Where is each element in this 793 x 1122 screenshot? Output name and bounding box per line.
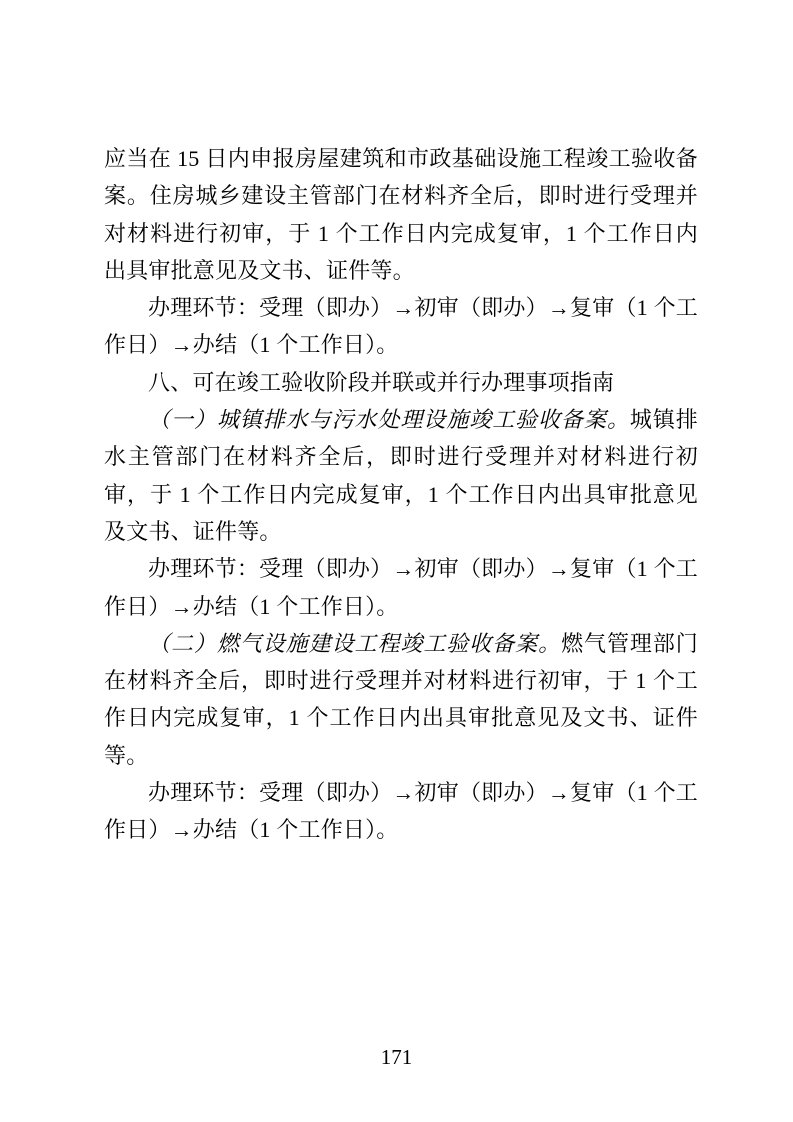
paragraph-subsection-1: [104, 401, 698, 550]
page-body: [104, 140, 698, 849]
page-number: 171: [380, 1045, 413, 1069]
subsection-1-title: （一）城镇排水与污水处理设施竣工验收备案。: [148, 407, 630, 433]
section-heading: 八、可在竣工验收阶段并联或并行办理事项指南: [148, 369, 615, 395]
subsection-2-text: 燃气管理部门在材料齐全后，即时进行受理并对材料进行初审，于 1 个工作日内完成复审，1 个工作日内出具审批意见及文书、证件等。: [104, 630, 698, 768]
paragraph-process-steps: 办理环节：受理（即办）→初审（即办）→复审（1 个工作日）→办结（1 个工作日）。: [104, 780, 698, 843]
paragraph-process-steps: 办理环节：受理（即办）→初审（即办）→复审（1 个工作日）→办结（1 个工作日）。: [104, 556, 698, 619]
paragraph-process-steps: 办理环节：受理（即办）→初审（即办）→复审（1 个工作日）→办结（1 个工作日）。: [104, 295, 698, 358]
paragraph-subsection-2: [104, 625, 698, 774]
subsection-1-text: 城镇排水主管部门在材料齐全后，即时进行受理并对材料进行初审，于 1 个工作日内完成复审，1 个工作日内出具审批意见及文书、证件等。: [104, 407, 699, 544]
paragraph-continuation: 应当在 15 日内申报房屋建筑和市政基础设施工程竣工验收备案。住房城乡建设主管部门在材料齐全后，即时进行受理并对材料进行初审，于 1 个工作日内完成复审，1 个工作日内出具审批意见及文书、证件等。: [104, 146, 698, 283]
subsection-2-title: （二）燃气设施建设工程竣工验收备案。: [148, 630, 562, 656]
